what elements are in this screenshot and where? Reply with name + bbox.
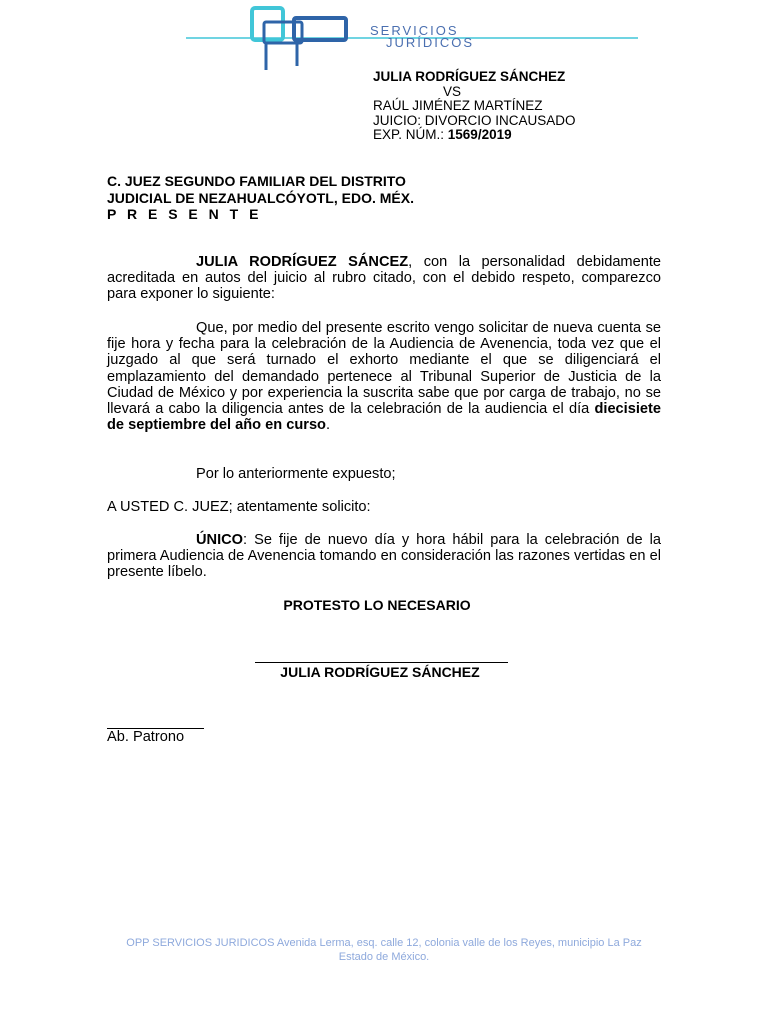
paragraph-request-end: . [325,417,331,434]
paragraph-conclusion: Por lo anteriormente expuesto; [196,466,396,482]
protesto-heading: PROTESTO LO NECESARIO [283,597,471,613]
signature-name: JULIA RODRÍGUEZ SÁNCHEZ [280,664,480,680]
case-number-value: 1569/2019 [447,127,512,143]
case-number-label: EXP. NÚM.: [373,127,448,143]
defendant-name: RAÚL JIMÉNEZ MARTÍNEZ [373,98,543,114]
paragraph-appearance-text: , con la personalidad debidamente acreditada en autos del juicio al rubro citado, con el debido respeto, comparezco para exponer lo siguiente: [107,254,661,303]
opp-logo-graphic [186,6,638,72]
versus-label: VS [443,83,462,99]
patrono-label: Ab. Patrono [107,729,185,745]
footer-address: OPP SERVICIOS JURIDICOS Avenida Lerma, esq. calle 12, colonia valle de los Reyes, municipio La Paz Estado de México. [126,937,642,963]
hearing-date: diecisiete de septiembre del año en curso [107,401,661,434]
paragraph-request [107,320,661,433]
signature-line [255,662,508,663]
paragraph-solicit: A USTED C. JUEZ; atentamente solicito: [107,499,371,515]
paragraph-request-text: Que, por medio del presente escrito vengo solicitar de nueva cuenta se fije hora y fecha para la celebración de la Audiencia de Avenencia, toda vez que el juzgado al que será turnado el exhorto mediante el que se diligenciará el emplazamiento del demandado pertenece al Tribunal Superior de Justicia de la Ciudad de México y por experiencia la suscrita sabe que por carga de trabajo, no se llevará a cabo la diligencia antes de la celebración de la audiencia el día [107,320,661,418]
paragraph-unico [107,532,661,581]
addressee-block [107,173,414,223]
paragraph-appearance [107,254,661,303]
plaintiff-name: JULIA RODRÍGUEZ SÁNCHEZ [373,69,566,84]
case-number [373,128,576,143]
trial-type: JUICIO: DIVORCIO INCAUSADO [373,112,576,128]
company-logo [186,6,638,72]
unico-text: : Se fije de nuevo día y hora hábil para la celebración de la primera Audiencia de Avenencia tomando en consideración las razones vertidas en el presente líbelo. [107,532,661,581]
case-header [373,70,576,143]
addressee-line-2: JUDICIAL DE NEZAHUALCÓYOTL, EDO. MÉX. [107,189,414,206]
unico-label: ÚNICO [196,532,244,548]
logo-text-juridicos: JURÍDICOS [386,35,475,50]
logo-text-servicios: SERVICIOS [370,23,459,38]
addressee-line-1: C. JUEZ SEGUNDO FAMILIAR DEL DISTRITO [107,173,406,189]
petitioner-name: JULIA RODRÍGUEZ SÁNCEZ [196,254,409,270]
addressee-presente: P R E S E N T E [107,206,262,222]
